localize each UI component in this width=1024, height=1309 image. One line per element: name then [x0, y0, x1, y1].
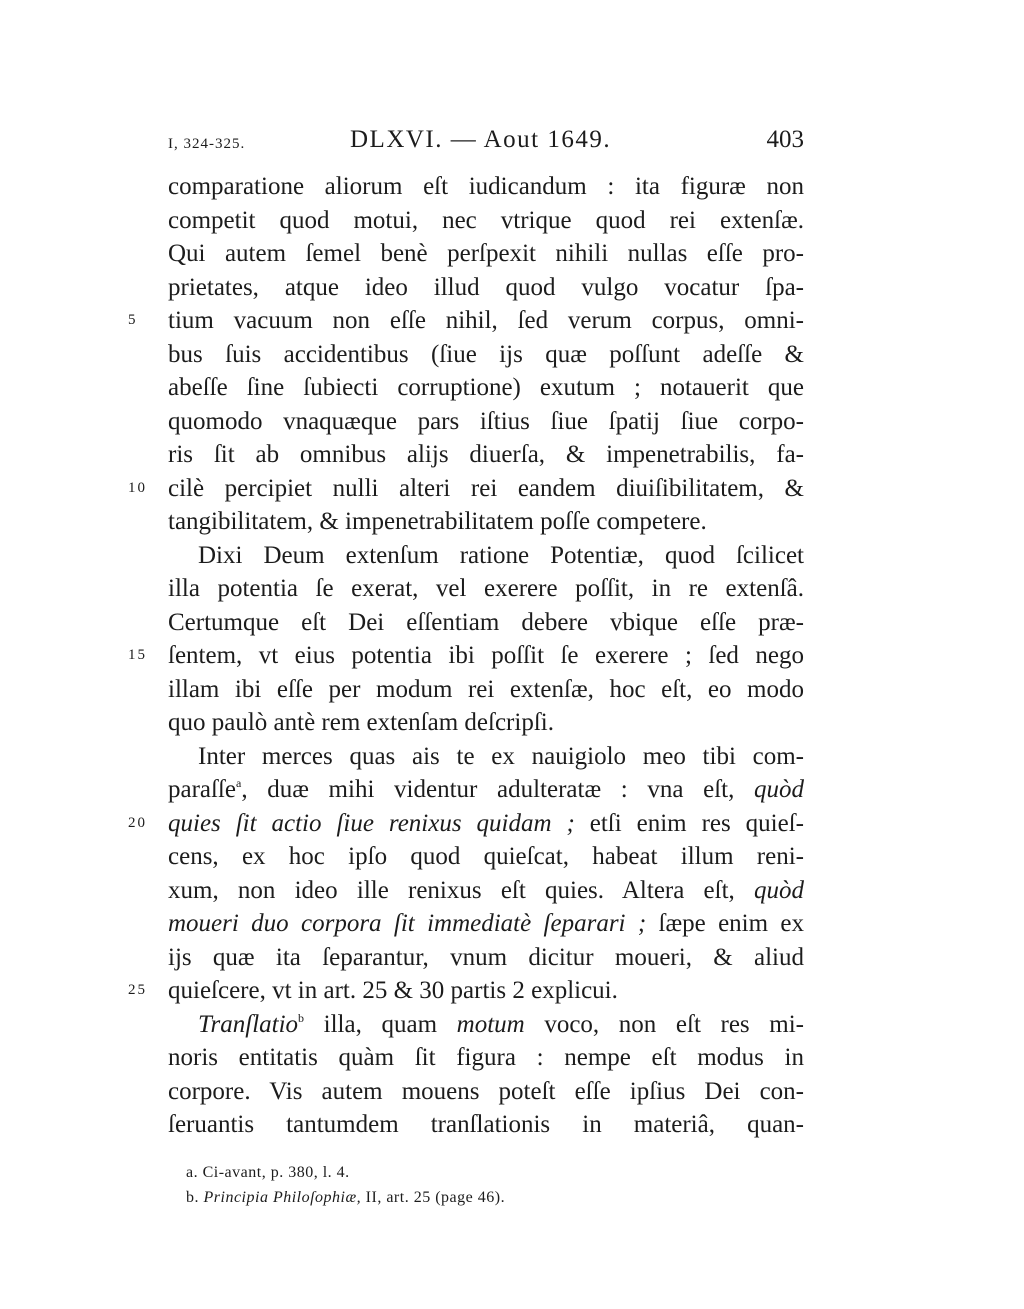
line-number: 5 — [128, 312, 138, 328]
footnote-work-title: Principia Philoſophiæ, — [203, 1189, 362, 1206]
footnote-text: II, art. 25 (page 46). — [361, 1189, 506, 1206]
text-line: Inter merces quas ais te ex nauigiolo meo tibi com- — [198, 742, 804, 770]
footnote-marker-b[interactable]: b — [298, 1010, 305, 1025]
footnote-b — [186, 1185, 786, 1210]
text-line: quo paulò antè rem extenſam deſcripſi. — [168, 709, 554, 736]
text-line: illam ibi eſſe per modum rei extenſæ, hoc eſt, eo modo — [168, 675, 804, 703]
text-line: cens, ex hoc ipſo quod quieſcat, habeat illum reni- — [168, 843, 804, 870]
body-text — [128, 170, 804, 1142]
text-line: 20 quies ſit actio ſiue renixus quidam ; etſi enim res quieſ- — [168, 807, 804, 841]
text-line: 25 quieſcere, vt in art. 25 & 30 partis 2 explicui. — [168, 974, 804, 1008]
text-line: bus ſuis accidentibus (ſiue ijs quæ poſſunt adeſſe & — [168, 340, 804, 368]
volume-reference: I, 324-325. — [168, 136, 246, 152]
text-line: Qui autem ſemel benè perſpexit nihili nullas eſſe pro- — [168, 240, 804, 267]
text-line: 15 ſentem, vt eius potentia ibi poſſit ſe exerere ; ſed nego — [168, 639, 804, 673]
text-line: ris ſit ab omnibus alijs diuerſa, & impenetrabilis, fa- — [168, 441, 804, 468]
letter-title: DLXVI. — Aout 1649. — [350, 126, 612, 153]
text-line: moueri duo corpora ſit immediatè ſeparari ; ſæpe enim ex — [168, 910, 804, 937]
footnote-a — [186, 1160, 786, 1185]
line-number: 20 — [128, 814, 147, 831]
text-line: 5 tium vacuum non eſſe nihil, ſed verum corpus, omni- — [168, 304, 804, 338]
footnote-label: a. — [186, 1164, 199, 1181]
text-line: Dixi Deum extenſum ratione Potentiæ, quod ſcilicet — [198, 541, 804, 569]
text-line: ijs quæ ita ſeparantur, vnum dicitur moueri, & aliud — [168, 943, 804, 971]
text-line: Certumque eſt Dei eſſentiam debere vbique eſſe præ- — [168, 608, 804, 636]
text-line: xum, non ideo ille renixus eſt quies. Altera eſt, quòd — [168, 876, 804, 904]
text-line: 10 cilè percipiet nulli alteri rei eandem diuiſibilitatem, & — [168, 472, 804, 506]
text-line: comparatione aliorum eſt iudicandum : ita figuræ non — [168, 173, 804, 200]
line-number: 10 — [128, 479, 147, 496]
text-line: abeſſe ſine ſubiecti corruptione) exutum ; notauerit que — [168, 374, 804, 401]
text-line: prietates, atque ideo illud quod vulgo vocatur ſpa- — [168, 273, 804, 301]
text-line: tangibilitatem, & impenetrabilitatem poſſe competere. — [168, 508, 707, 535]
line-number: 15 — [128, 647, 147, 663]
text-line: Tranſlatio$^b$ illa, quam motum voco, non eſt res mi- — [198, 1010, 804, 1038]
footnote-marker-a[interactable]: a — [236, 776, 242, 790]
text-line: noris entitatis quàm ſit figura : nempe eſt modus in — [168, 1044, 804, 1071]
page-number: 403 — [766, 126, 804, 153]
text-line: illa potentia ſe exerat, vel exerere poſſit, in re extenſâ. — [168, 575, 804, 602]
footnote-text: Ci-avant, p. 380, l. 4. — [202, 1164, 350, 1181]
running-header — [168, 126, 804, 162]
text-line: corpore. Vis autem mouens poteſt eſſe ipſius Dei con- — [168, 1077, 804, 1105]
text-line: paraſſe$^a$, duæ mihi videntur adulteratæ : vna eſt, quòd — [168, 776, 804, 803]
text-line: competit quod motui, nec vtrique quod rei extenſæ. — [168, 206, 804, 234]
line-number: 25 — [128, 982, 147, 998]
text-line: ſeruantis tantumdem tranſlationis in materiâ, quan- — [168, 1111, 804, 1138]
footnotes — [186, 1160, 786, 1210]
text-line: quomodo vnaquæque pars iſtius ſiue ſpatij ſiue corpo- — [168, 407, 804, 435]
footnote-label: b. — [186, 1189, 199, 1206]
